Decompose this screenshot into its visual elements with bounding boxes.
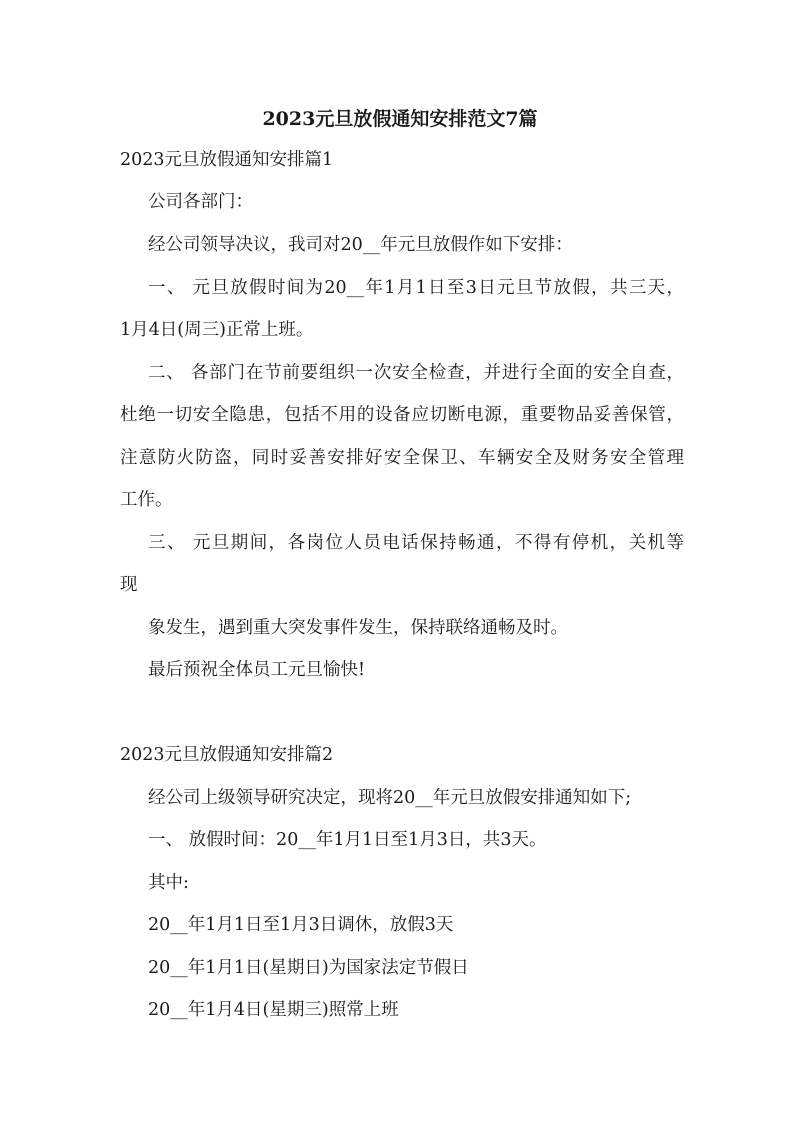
document-title: 2023元旦放假通知安排范文7篇	[262, 108, 538, 130]
item-2-line-1: 二、 各部门在节前要组织一次安全检查，并进行全面的安全自查，	[148, 363, 684, 383]
item-1-line-1: 一、 元旦放假时间为20__年1月1日至3日元旦节放假，共三天，	[148, 278, 684, 298]
section-2-heading: 2023元旦放假通知安排篇2	[120, 745, 334, 765]
section-2-item-1: 一、 放假时间：20__年1月1日至1月3日，共3天。	[148, 830, 547, 850]
intro-paragraph: 经公司领导决议，我司对20__年元旦放假作如下安排：	[148, 235, 573, 255]
item-3-line-2: 现	[120, 575, 138, 595]
greeting: 公司各部门：	[148, 192, 253, 212]
item-2-line-2: 杜绝一切安全隐患，包括不用的设备应切断电源，重要物品妥善保管，	[120, 405, 684, 425]
section-2-detail-3: 20__年1月4日(星期三)照常上班	[148, 1000, 399, 1020]
section-2-detail-2: 20__年1月1日(星期日)为国家法定节假日	[148, 958, 469, 978]
section-1-heading: 2023元旦放假通知安排篇1	[120, 150, 334, 170]
item-3-line-3: 象发生，遇到重大突发事件发生，保持联络通畅及时。	[148, 618, 568, 638]
item-1-line-2: 1月4日(周三)正常上班。	[120, 320, 314, 340]
section-2-note: 其中:	[148, 873, 189, 893]
section-2-detail-1: 20__年1月1日至1月3日调休，放假3天	[148, 915, 454, 935]
item-3-line-1: 三、 元旦期间，各岗位人员电话保持畅通，不得有停机，关机等	[148, 533, 684, 553]
closing-line: 最后预祝全体员工元旦愉快!	[148, 660, 366, 680]
item-2-line-3: 注意防火防盗，同时妥善安排好安全保卫、车辆安全及财务安全管理	[120, 448, 684, 468]
item-2-line-4: 工作。	[120, 490, 173, 510]
section-2-intro: 经公司上级领导研究决定，现将20__年元旦放假安排通知如下;	[148, 788, 632, 808]
